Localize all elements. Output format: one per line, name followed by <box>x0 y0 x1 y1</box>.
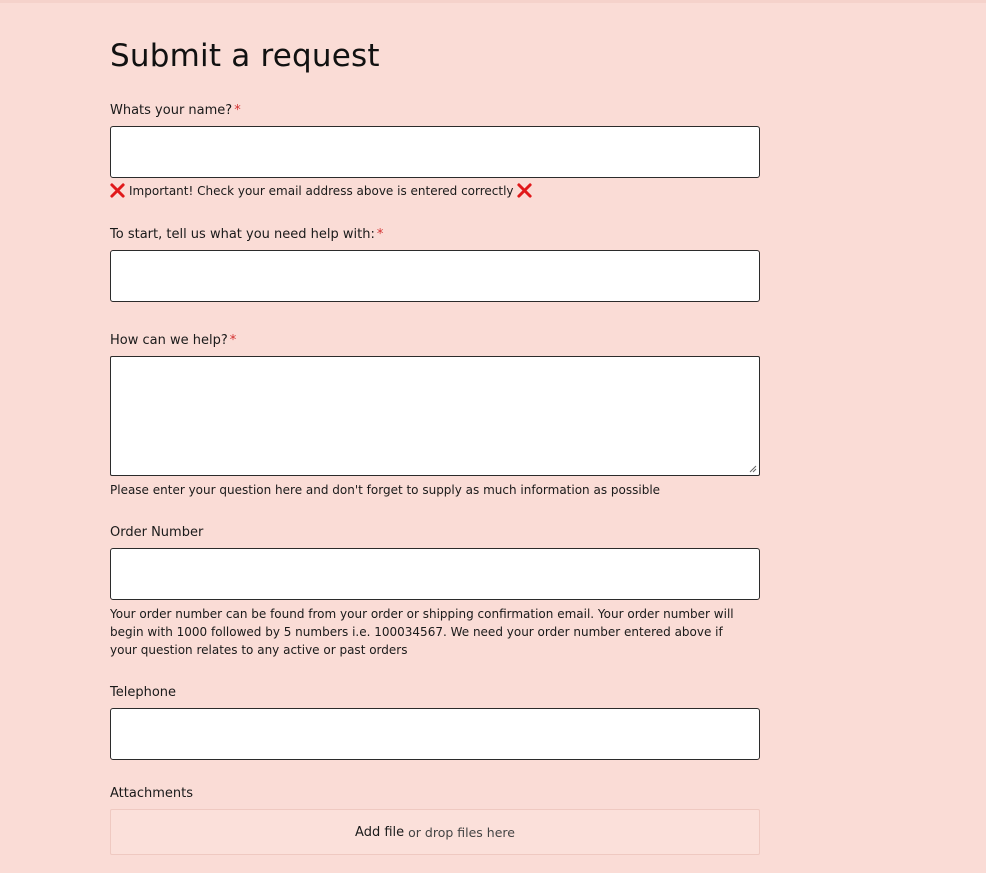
how-help-hint: Please enter your question here and don't forget to supply as much information as possible <box>110 483 661 497</box>
add-file-link[interactable]: Add file <box>355 824 405 840</box>
name-label-text: Whats your name? <box>110 103 233 118</box>
name-error-text: Important! Check your email address above is entered correctly <box>129 183 514 198</box>
resize-grip-icon[interactable] <box>749 465 757 473</box>
required-mark: * <box>229 333 237 348</box>
page-title: Submit a request <box>110 38 380 74</box>
drop-files-text: or drop files here <box>408 824 515 840</box>
how-help-textarea[interactable] <box>110 356 760 476</box>
order-number-label: Order Number <box>110 525 204 540</box>
how-help-label-text: How can we help? <box>110 333 228 348</box>
cross-mark-icon <box>110 183 125 198</box>
help-with-input[interactable] <box>110 250 760 302</box>
name-input[interactable] <box>110 126 760 178</box>
how-help-label <box>110 333 236 348</box>
order-number-hint: Your order number can be found from your order or shipping confirmation email. Your order number will begin with 1000 followed by 5 numbers i.e. 100034567. We need your order number entered above if your question relates to any active or past orders <box>110 607 734 657</box>
cross-mark-icon <box>517 183 532 198</box>
telephone-input[interactable] <box>110 708 760 760</box>
required-mark: * <box>234 103 241 118</box>
help-with-label <box>110 227 383 242</box>
attachments-dropzone[interactable] <box>110 809 760 855</box>
name-error-message <box>110 183 532 198</box>
telephone-label: Telephone <box>110 685 177 700</box>
name-label <box>110 103 241 118</box>
help-with-label-text: To start, tell us what you need help with: <box>110 227 375 242</box>
top-divider <box>0 0 986 3</box>
required-mark: * <box>376 227 384 242</box>
attachments-label: Attachments <box>110 786 193 801</box>
order-number-input[interactable] <box>110 548 760 600</box>
